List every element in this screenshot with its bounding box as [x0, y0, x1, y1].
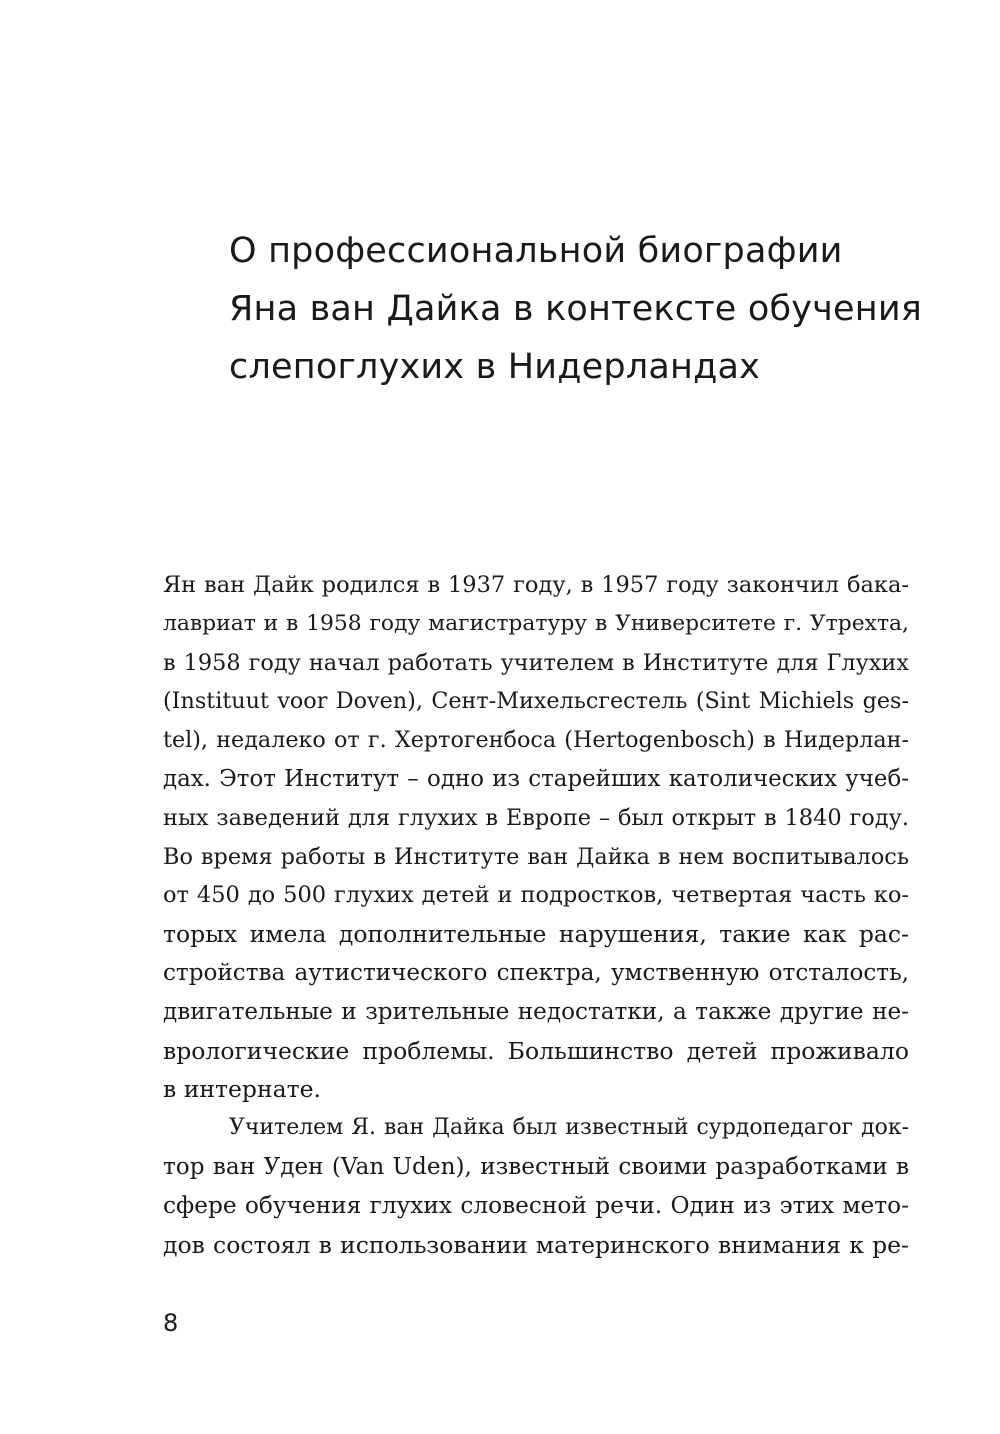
text-line: в интернате. — [163, 1075, 322, 1104]
page-number: 8 — [163, 1309, 179, 1337]
body-text — [163, 566, 909, 1264]
chapter-title-line: слепоглухих в Нидерландах — [229, 347, 761, 387]
text-line: в 1958 году начал работать учителем в Институте для Глухих — [163, 649, 909, 676]
text-line: лавриат и в 1958 году магистратуру в Университете г. Утрехта, — [163, 610, 909, 636]
text-line: Во время работы в Институте ван Дайка в нем воспитывалось — [163, 843, 909, 870]
chapter-title — [229, 222, 929, 396]
paragraph-2 — [163, 1109, 909, 1264]
text-line: tel), недалеко от г. Хертогенбоса (Hertogenbosch) в Нидерлан- — [163, 727, 909, 754]
text-line: (Instituut voor Doven), Сент-Михельсгестель (Sint Michiels ges- — [163, 688, 909, 715]
text-line: дов состоял в использовании материнского внимания к ре- — [163, 1230, 909, 1259]
text-line: врологические проблемы. Большинство детей проживало — [163, 1036, 909, 1065]
text-line: дах. Этот Институт – одно из старейших католических учеб- — [163, 765, 909, 792]
text-line: Учителем Я. ван Дайка был известный сурдопедагог док- — [229, 1115, 909, 1141]
paragraph-1 — [163, 566, 909, 1109]
chapter-title-line: Яна ван Дайка в контексте обучения — [229, 289, 923, 329]
text-line: сфере обучения глухих словесной речи. Один из этих мето- — [163, 1191, 909, 1219]
text-line: двигательные и зрительные недостатки, а также другие не- — [163, 998, 909, 1025]
text-line: стройства аутистического спектра, умственную отсталость, — [163, 959, 909, 986]
chapter-title-line: О профессиональной биографии — [229, 231, 843, 271]
text-line: от 450 до 500 глухих детей и подростков, четвертая часть ко- — [163, 882, 909, 909]
text-line: тор ван Уден (Van Uden), известный своими разработками в — [163, 1153, 909, 1180]
text-line: торых имела дополнительные нарушения, такие как рас- — [163, 920, 909, 949]
text-line: Ян ван Дайк родился в 1937 году, в 1957 году закончил бака- — [163, 572, 909, 598]
text-line: ных заведений для глухих в Европе – был открыт в 1840 году. — [163, 804, 909, 831]
